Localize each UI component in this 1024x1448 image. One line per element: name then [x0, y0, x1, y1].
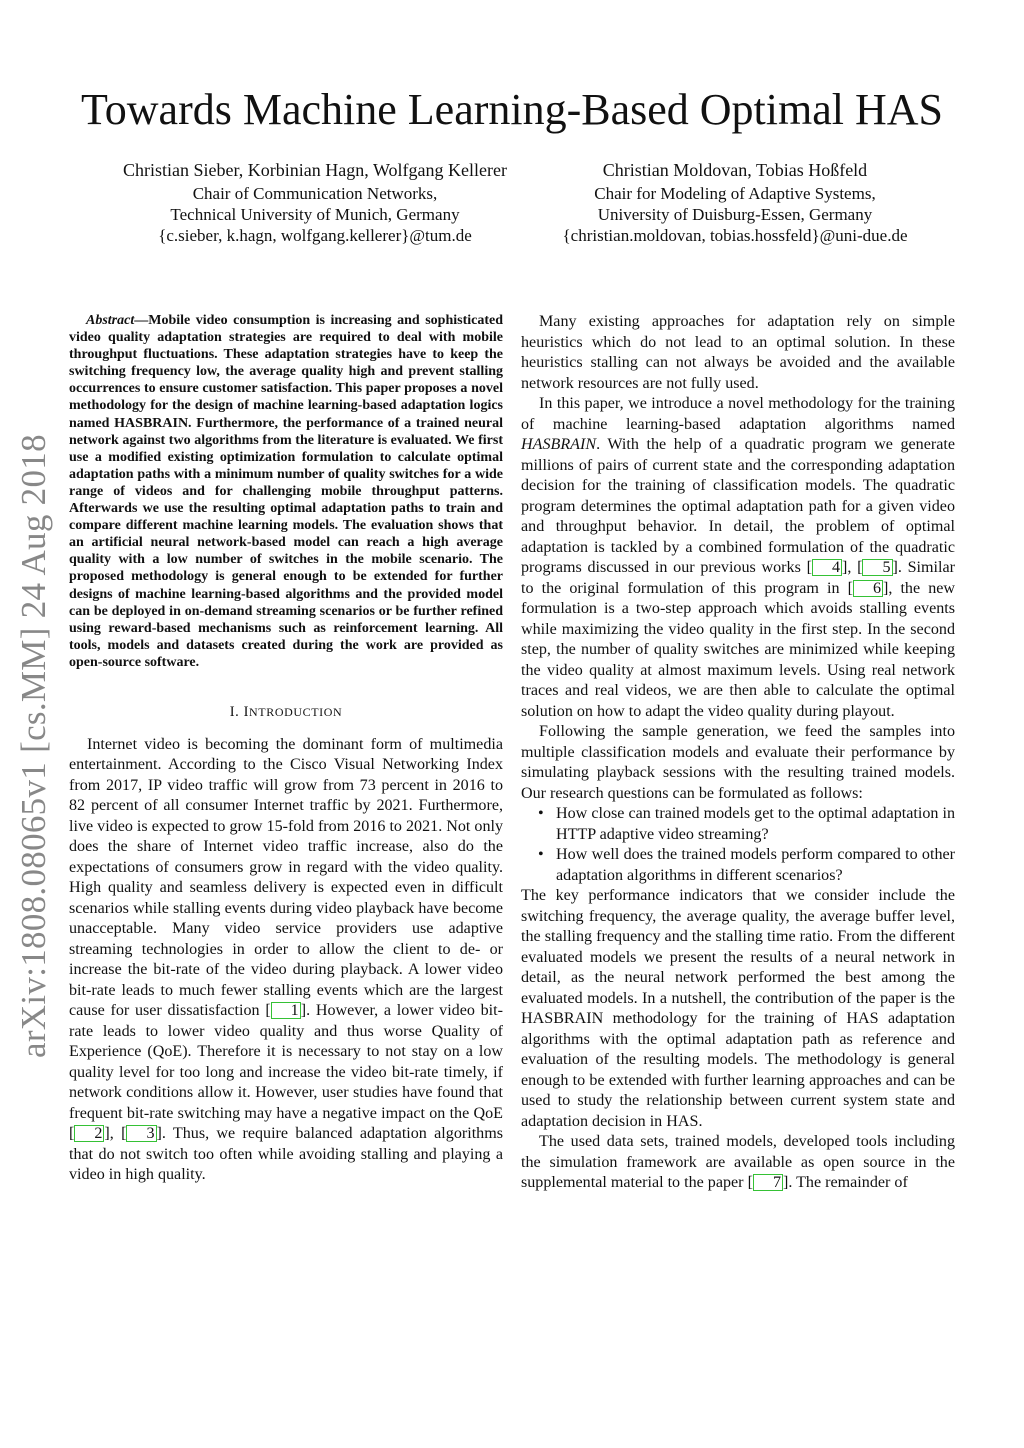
- bracket: [: [265, 1002, 271, 1020]
- method-name: HASBRAIN: [521, 436, 597, 453]
- author-names: Christian Sieber, Korbinian Hagn, Wolfgang Kellerer: [123, 160, 507, 180]
- abstract: [69, 312, 503, 671]
- text-run: ,: [109, 1125, 122, 1143]
- text-run: . Thus, we require balanced adaptation algorithms that do not switch too often while avoiding stalling and playing a video in high quality.: [69, 1125, 503, 1184]
- bracket: [: [121, 1125, 127, 1143]
- author-affiliation: Chair of Communication Networks,: [192, 184, 438, 203]
- text-run: Internet video is becoming the dominant form of multimedia entertainment. According to the Cisco Visual Networking Index from 2017, IP video traffic will grow from 73 percent in 2016 to 82 percent of all consumer Internet traffic by 2021. Furthermore, live video is expected to grow 15-fold from 2016 to 2021. Not only does the share of Internet video traffic increase, also do the expectations of consumers grow in regard with the video quality. High quality and seamless delivery is expected even in difficult scenarios while stalling events during video playback have become unacceptable. Many video service providers use adaptive streaming technologies in order to allow the client to de- or increase the bit-rate of the video during playback. A lower video bit-rate leads to much fewer stalling events which are the largest cause for user dissatisfaction: [69, 735, 504, 1020]
- left-column: [69, 312, 503, 1186]
- text-run: . Similar to the original formulation of this program in: [521, 559, 955, 597]
- paper-title: Towards Machine Learning-Based Optimal HAS: [80, 85, 944, 134]
- body-paragraph: The key performance indicators that we consider include the switching frequency, the average quality, the average buffer level, the stalling frequency and the stalling time ratio. From the different evaluated models we present the results of a neural network in detail, as the neural network performed the best among the evaluated models. In a nutshell, the contribution of the paper is the HASBRAIN methodology for the training of HAS adaptation algorithms with the optimal adaptation path as reference and evaluation of the resulting models. The methodology is general enough to be extended with further learning approaches and can be used to study the relationship between current system state and adaptation decision in HAS.: [521, 887, 955, 1130]
- section-title-rest: NTRODUCTION: [249, 704, 343, 719]
- section-heading: [69, 704, 503, 721]
- body-paragraph: Following the sample generation, we feed the samples into multiple classification models and evaluate their performance by simulating playback sessions with the resulting trained models. Our research questions can be formulated as follows:: [521, 723, 955, 802]
- bracket: ]: [882, 579, 889, 597]
- author-affiliation: Technical University of Munich, Germany: [170, 205, 460, 224]
- arxiv-identifier: arXiv:1808.08065v1 [cs.MM] 24 Aug 2018: [14, 434, 53, 1058]
- text-run: ,: [847, 559, 858, 576]
- bracket: ]: [104, 1125, 110, 1143]
- text-run: The used data sets, trained models, developed tools including the simulation framework are available as open source in the supplemental material to the paper: [521, 1133, 955, 1191]
- right-column: [521, 312, 955, 1194]
- list-item: [538, 845, 955, 886]
- author-names: Christian Moldovan, Tobias Hoßfeld: [602, 160, 868, 180]
- text-run: . The remainder of: [788, 1174, 908, 1191]
- author-affiliation: Chair for Modeling of Adaptive Systems,: [594, 184, 876, 203]
- citation-link[interactable]: 4: [812, 559, 842, 576]
- author-email: {c.sieber, k.hagn, wolfgang.kellerer}@tum.de: [158, 226, 472, 245]
- citation-link[interactable]: 3: [126, 1125, 156, 1142]
- bracket: [: [69, 1125, 75, 1143]
- bullet-marker: •: [538, 846, 544, 863]
- citation-link[interactable]: 1: [271, 1002, 301, 1019]
- section-number: I.: [229, 703, 240, 720]
- citation-link[interactable]: 5: [862, 559, 892, 576]
- bracket: ]: [156, 1125, 162, 1143]
- bracket: ]: [300, 1002, 307, 1020]
- body-paragraph: [521, 1132, 955, 1194]
- text-run: . However, a lower video bit-rate leads to lower video quality and thus worse Quality of Experience (QoE). Therefore it is necessary to not stay on a low quality level for too long and increase the video bit-rate timely, if network conditions allow it. However, user studies have found that frequent bit-rate switching may have a negative impact on the QoE: [69, 1002, 503, 1122]
- bracket: ]: [892, 559, 898, 576]
- body-paragraph: [521, 394, 955, 722]
- author-block-left: [100, 158, 530, 246]
- bullet-marker: •: [538, 805, 544, 822]
- bracket: [: [847, 579, 853, 597]
- citation-link[interactable]: 6: [853, 580, 883, 597]
- author-email: {christian.moldovan, tobias.hossfeld}@uni-due.de: [562, 226, 908, 245]
- section-title-initial: I: [243, 703, 250, 720]
- intro-paragraph: [69, 735, 503, 1186]
- list-item-text: How well does the trained models perform compared to other adaptation algorithms in different scenarios?: [556, 846, 955, 884]
- research-questions-list: [521, 804, 955, 886]
- abstract-text: —Mobile video consumption is increasing and sophisticated video quality adaptation strategies are required to deal with mobile throughput fluctuations. These adaptation strategies have to keep the switching frequency low, the average quality high and prevent stalling occurrences to ensure customer satisfaction. This paper proposes a novel methodology for the design of machine learning-based adaptation logics named HASBRAIN. Furthermore, the performance of a trained neural network against two algorithms from the literature is evaluated. We first use a modified existing optimization formulation to calculate optimal adaptation paths with a minimum number of quality switches for a wide range of videos and for challenging mobile throughput patterns. Afterwards we use the resulting optimal adaptation paths to train and compare different machine learning models. The evaluation shows that an artificial neural network-based model can reach a high average quality with a low number of switches in the mobile scenario. The proposed methodology is general enough to be extended for further designs of machine learning-based algorithms and the provided model can be deployed in on-demand streaming scenarios or be further refined using reward-based mechanisms such as reinforcement learning. All tools, models and datasets created during the work are provided as open-source software.: [69, 313, 503, 670]
- abstract-label: Abstract: [86, 313, 135, 328]
- text-run: , the new formulation is a two-step approach which avoids stalling events while maximizing the video quality in the first step. In the second step, the number of quality switches are minimized while keeping the video quality at almost maximum levels. Using real network traces and real videos, we are then able to calculate the optimal solution on how to adapt the video quality during playout.: [521, 579, 956, 720]
- list-item-text: How close can trained models get to the optimal adaptation in HTTP adaptive video streaming?: [556, 805, 955, 843]
- body-paragraph: Many existing approaches for adaptation rely on simple heuristics which do not lead to an optimal solution. In these heuristics stalling can not always be avoided and the available network resources are not fully used.: [521, 313, 955, 392]
- citation-link[interactable]: 7: [753, 1174, 783, 1191]
- author-affiliation: University of Duisburg-Essen, Germany: [597, 205, 873, 224]
- list-item: [538, 804, 955, 845]
- bracket: [: [806, 559, 812, 576]
- text-run: . With the help of a quadratic program we generate millions of pairs of current state and the corresponding adaptation decision for the training of classification models. The quadratic program determines the optimal adaptation path for a given video and throughput behavior. In detail, the problem of optimal adaptation is tackled by a combined formulation of the quadratic programs discussed in our previous works: [521, 436, 955, 576]
- bracket: ]: [782, 1174, 789, 1191]
- author-block-right: [540, 158, 930, 246]
- citation-link[interactable]: 2: [74, 1125, 104, 1142]
- bracket: ]: [841, 559, 848, 576]
- text-run: In this paper, we introduce a novel methodology for the training of machine learning-based adaptation algorithms named: [521, 395, 955, 433]
- bracket: [: [857, 559, 863, 576]
- bracket: [: [747, 1174, 753, 1191]
